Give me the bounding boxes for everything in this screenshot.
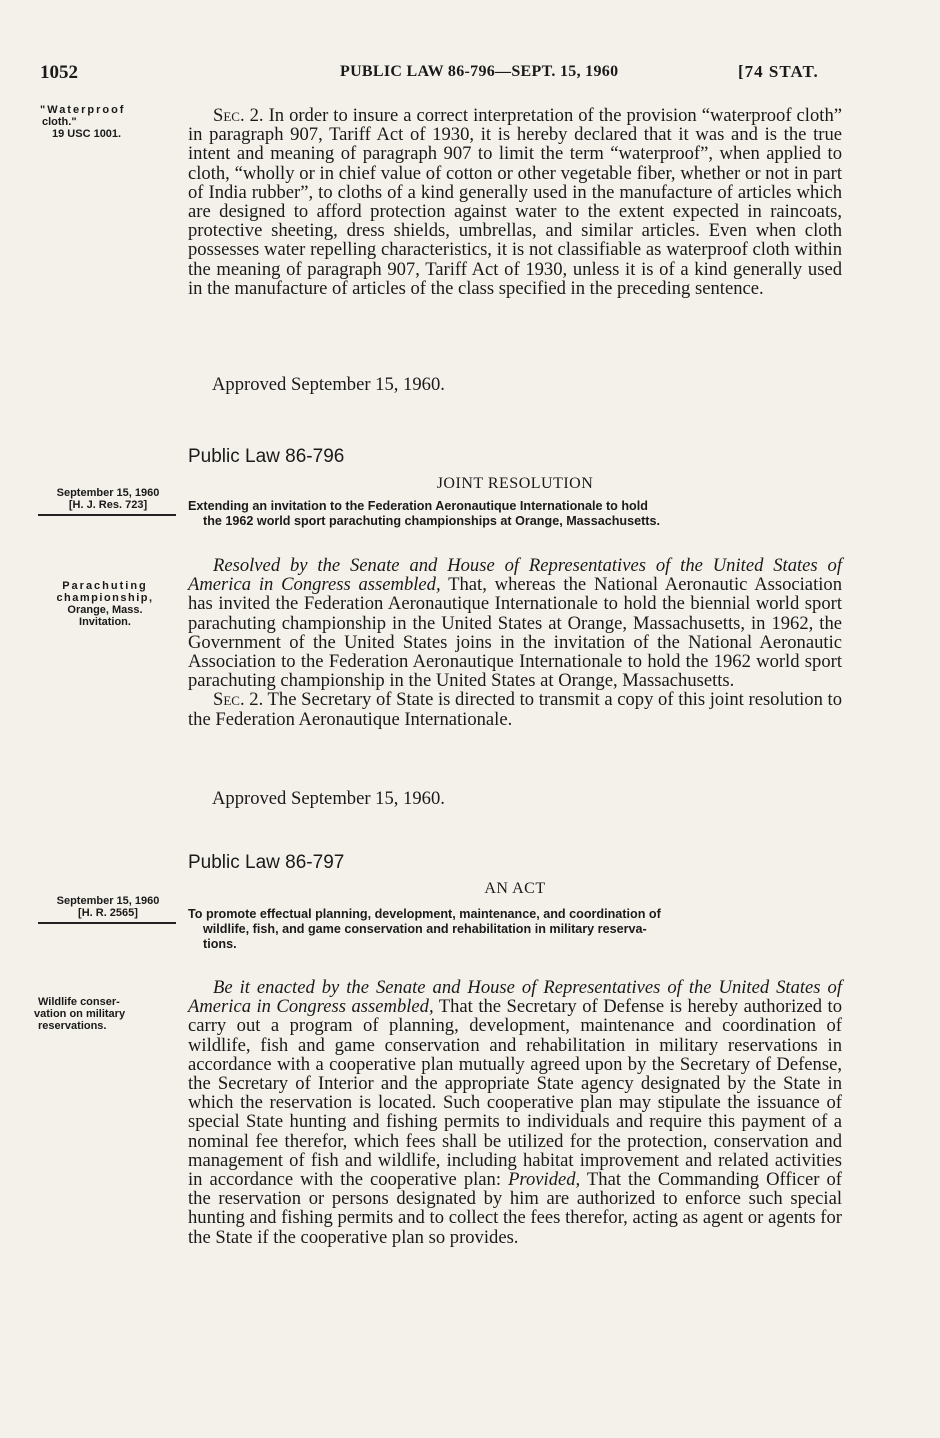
margin-note-waterproof: "Waterproof cloth." 19 USC 1001. [40, 104, 126, 140]
approved-date-2: Approved September 15, 1960. [212, 788, 445, 809]
margin-date-1: September 15, 1960 [H. J. Res. 723] [38, 487, 178, 516]
act-body: Be it enacted by the Senate and House of Representatives of the United States of America in Congress assembled, That the Secretary of Defense is hereby authorized to carry out a program of planning, development, maintenance and coordination of wildlife, fish and game conservation and rehabilitation in military reservations in accordance with a cooperative plan mutually agreed upon by the Secretary of Defense, the Secretary of Interior and the appropriate State agency designated by the State in which the reservation is located. Such cooperative plan may stipulate the issuance of special State hunting and fishing permits to individuals and require this payment of a nominal fee therefor, which fees shall be utilized for the protection, conservation and management of fish and wildlife, including habitat improvement and related activities in accordance with the cooperative plan: Provided, That the Commanding Officer of the reservation or persons designated by him are authorized to enforce such special hunting and fishing permits and to collect the fees therefor, acting as agent or agents for the State if the cooperative plan so provides. [188, 977, 843, 1248]
act-heading: AN ACT [484, 880, 546, 897]
public-law-86-797-title: Public Law 86-797 [188, 852, 345, 873]
public-law-86-796-title: Public Law 86-796 [188, 446, 345, 467]
margin-note-wildlife: Wildlife conser- vation on military reservations. [34, 996, 126, 1032]
section-2-waterproof: Sec. 2. In order to insure a correct interpretation of the provision “waterproof cloth” in paragraph 907, Tariff Act of 1930, it is hereby declared that it was and is the true intent and meaning of paragraph 907 to limit the term “waterproof”, when applied to cloth, “wholly or in chief value of cotton or other vegetable fiber, whether or not in part of India rubber”, to cloths of a kind generally used in the manufacture of articles which are designed to afford protection against water to the extent expected in raincoats, protective sheeting, dress shields, umbrellas, and similar articles. Even when cloth possesses water repelling characteristics, it is not classifiable as waterproof cloth within the meaning of paragraph 907, Tariff Act of 1930, unless it is of a kind generally used in the manufacture of articles of the class specified in the preceding sentence. [188, 105, 842, 299]
page-number: 1052 [40, 62, 78, 83]
approved-date-1: Approved September 15, 1960. [212, 374, 445, 395]
resolution-body: Resolved by the Senate and House of Representatives of the United States of America in Congress assembled, That, whereas the National Aeronautic Association has invited the Federation Aeronautique Internationale to hold the biennial world sport parachuting championship in the United States at Orange, Massachusetts, in 1962, the Government of the United States joins in the invitation of the National Aeronautic Association to the Federation Aeronautique Internationale to hold the 1962 world sport parachuting championship in the United States at Orange, Massachusetts. Sec. 2. The Secretary of State is directed to transmit a copy of this joint resolution to the Federation Aeronautique Internationale. [188, 555, 842, 730]
margin-rule [38, 922, 176, 924]
margin-date-2: September 15, 1960 [H. R. 2565] [38, 895, 178, 924]
act-caption: To promote effectual planning, development, maintenance, and coordination of wildlife, fish, and game conservation and rehabilitation in military reserva- tions. [188, 907, 661, 951]
margin-rule [38, 514, 176, 516]
joint-resolution-heading: JOINT RESOLUTION [436, 475, 594, 492]
running-header: PUBLIC LAW 86-796—SEPT. 15, 1960 [340, 63, 619, 80]
margin-note-parachuting: Parachuting championship, Orange, Mass. Invitation. [56, 580, 154, 628]
resolution-caption: Extending an invitation to the Federation Aeronautique Internationale to hold the 1962 world sport parachuting championships at Orange, Massachusetts. [188, 499, 660, 528]
statute-volume: [74 STAT. [738, 62, 819, 81]
